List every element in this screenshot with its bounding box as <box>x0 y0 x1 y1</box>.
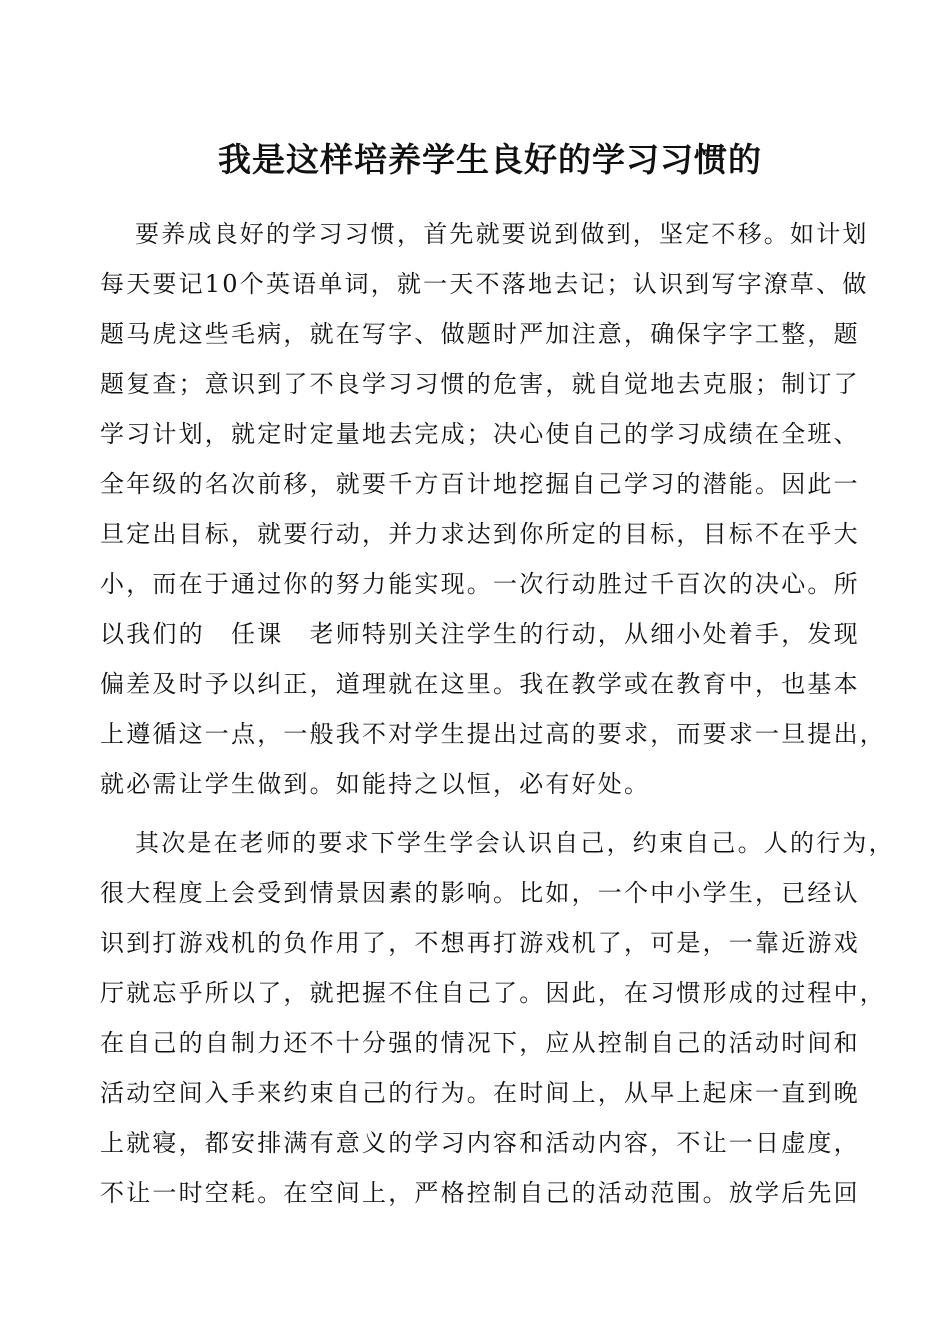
paragraph-line: 很大程度上会受到情景因素的影响。比如，一个中小学生，已经认 <box>100 879 860 907</box>
paragraph-line: 每天要记10个英语单词，就一天不落地去记；认识到写字潦草、做 <box>100 270 869 298</box>
paragraph-line: 全年级的名次前移，就要千方百计地挖掘自己学习的潜能。因此一 <box>100 470 860 498</box>
paragraph-line: 题复查；意识到了不良学习习惯的危害，就自觉地去克服；制订了 <box>100 370 860 398</box>
paragraph-line: 厅就忘乎所以了，就把握不住自己了。因此，在习惯形成的过程中， <box>100 979 886 1007</box>
paragraph-line: 上遵循这一点，一般我不对学生提出过高的要求，而要求一旦提出， <box>100 720 886 748</box>
document-title: 我是这样培养学生良好的学习习惯的 <box>218 140 762 179</box>
paragraph-line: 就必需让学生做到。如能持之以恒，必有好处。 <box>100 770 651 798</box>
paragraph-2 <box>100 818 895 1218</box>
paragraph-line: 活动空间入手来约束自己的行为。在时间上，从早上起床一直到晚 <box>100 1079 860 1107</box>
paragraph-line: 偏差及时予以纠正，道理就在这里。我在教学或在教育中，也基本 <box>100 670 860 698</box>
paragraph-1 <box>100 209 886 809</box>
paragraph-line: 要养成良好的学习习惯，首先就要说到做到，坚定不移。如计划 <box>135 220 869 248</box>
paragraph-line: 以我们的 任课 老师特别关注学生的行动，从细小处着手，发现 <box>100 620 860 648</box>
paragraph-line: 在自己的自制力还不十分强的情况下，应从控制自己的活动时间和 <box>100 1029 860 1057</box>
paragraph-line: 小，而在于通过你的努力能实现。一次行动胜过千百次的决心。所 <box>100 570 860 598</box>
paragraph-line: 学习计划，就定时定量地去完成；决心使自己的学习成绩在全班、 <box>100 420 860 448</box>
paragraph-line: 上就寝，都安排满有意义的学习内容和活动内容，不让一日虚度， <box>100 1129 860 1157</box>
paragraph-line: 不让一时空耗。在空间上，严格控制自己的活动范围。放学后先回 <box>100 1179 860 1207</box>
paragraph-line: 旦定出目标，就要行动，并力求达到你所定的目标，目标不在乎大 <box>100 520 860 548</box>
paragraph-line: 题马虎这些毛病，就在写字、做题时严加注意，确保字字工整，题 <box>100 320 860 348</box>
paragraph-line: 其次是在老师的要求下学生学会认识自己，约束自己。人的行为， <box>135 829 895 857</box>
paragraph-line: 识到打游戏机的负作用了，不想再打游戏机了，可是，一靠近游戏 <box>100 929 860 957</box>
